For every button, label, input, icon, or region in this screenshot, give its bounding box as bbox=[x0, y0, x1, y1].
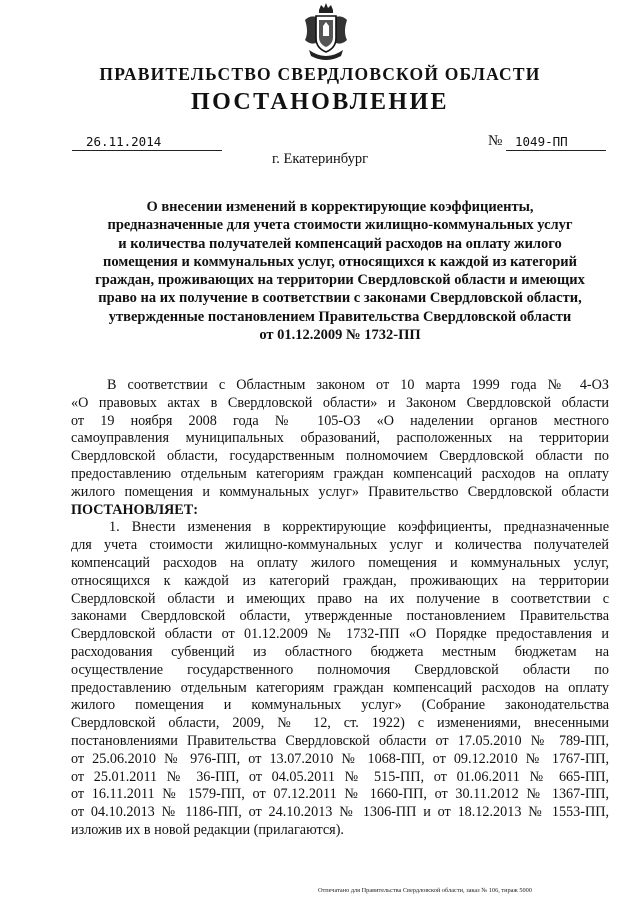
item-line: предоставлению отдельным категориям граждан компенсаций расходов на оплату bbox=[71, 679, 609, 696]
title-line: от 01.12.2009 № 1732-ПП bbox=[259, 327, 421, 344]
organization-name: ПРАВИТЕЛЬСТВО СВЕРДЛОВСКОЙ ОБЛАСТИ bbox=[99, 64, 541, 84]
document-body bbox=[71, 377, 609, 840]
item-line: постановлениями Правительства Свердловской области от 17.05.2010 № 789-ПП, bbox=[71, 732, 609, 749]
item-line: расходования субвенций из областного бюджета местным бюджетам на bbox=[71, 643, 609, 660]
print-footer: Отпечатано для Правительства Свердловской области, заказ № 106, тираж 5000 bbox=[318, 887, 532, 894]
title-line: О внесении изменений в корректирующие коэффициенты, bbox=[146, 199, 534, 215]
preamble-line: В соответствии с Областным законом от 10 марта 1999 года № 4-ОЗ bbox=[107, 377, 609, 393]
title-line: право на их получение в соответствии с законами Свердловской области, bbox=[98, 290, 582, 307]
document-title bbox=[70, 198, 610, 344]
item-line: для учета стоимости жилищно-коммунальных услуг и количества получателей bbox=[71, 537, 609, 554]
preamble-line: самоуправления муниципальных образований, расположенных на территории bbox=[71, 430, 609, 447]
document-number: 1049-ПП bbox=[515, 134, 568, 149]
item-line: относящихся к каждой из категорий граждан, проживающих на территории bbox=[71, 572, 609, 589]
city: г. Екатеринбург bbox=[271, 151, 369, 167]
item-line: от 16.11.2011 № 1579-ПП, от 07.12.2011 № 1660-ПП, от 30.11.2012 № 1367-ПП, bbox=[71, 786, 609, 803]
item-line: изложив их в новой редакции (прилагаются). bbox=[71, 821, 344, 838]
title-line: помещения и коммунальных услуг, относящихся к каждой из категорий bbox=[103, 253, 577, 270]
preamble-line: Свердловской области, государственным полномочием Свердловской области по bbox=[71, 448, 609, 465]
item-line: законами Свердловской области, утвержденные постановлением Правительства bbox=[71, 608, 609, 625]
preamble-line: от 19 ноября 2008 года № 105-ОЗ «О наделении органов местного bbox=[71, 412, 609, 429]
item-line: от 25.06.2010 № 976-ПП, от 13.07.2010 № 1068-ПП, от 09.12.2010 № 1767-ПП, bbox=[71, 750, 609, 767]
document-date: 26.11.2014 bbox=[86, 134, 162, 149]
preamble-line: предоставлению отдельным категориям граждан компенсаций расходов на оплату bbox=[71, 465, 609, 482]
title-line: граждан, проживающих на территории Свердловской области и имеющих bbox=[95, 272, 585, 289]
coat-of-arms-icon bbox=[301, 2, 351, 64]
item-line: Свердловской области, 2009, № 12, ст. 1922) с изменениями, внесенными bbox=[71, 715, 609, 732]
title-line: предназначенные для учета стоимости жилищно-коммунальных услуг bbox=[107, 217, 573, 234]
item-line: осуществление государственного полномочия Свердловской области по bbox=[71, 661, 609, 678]
item-line: от 04.10.2013 № 1186-ПП, от 24.10.2013 № 1306-ПП и от 18.12.2013 № 1553-ПП, bbox=[71, 804, 609, 821]
preamble-line: жилого помещения и коммунальных услуг» Правительство Свердловской области bbox=[71, 483, 609, 500]
item-line: от 25.01.2011 № 36-ПП, от 04.05.2011 № 515-ПП, от 01.06.2011 № 665-ПП, bbox=[71, 768, 609, 785]
item-line: жилого помещения и коммунальных услуг» (Собрание законодательства bbox=[71, 697, 609, 714]
item-line: Свердловской области и имеющих право на их получение в соответствии с bbox=[71, 590, 609, 607]
document-type: ПОСТАНОВЛЕНИЕ bbox=[191, 89, 449, 115]
number-sign: № bbox=[488, 133, 503, 149]
decree-word: ПОСТАНОВЛЯЕТ: bbox=[71, 501, 198, 518]
item-line: 1. Внести изменения в корректирующие коэффициенты, предназначенные bbox=[109, 519, 609, 536]
title-line: и количества получателей компенсаций расходов на оплату жилого bbox=[118, 235, 562, 252]
item-line: компенсаций расходов на оплату жилого помещения и коммунальных услуг, bbox=[71, 554, 609, 571]
item-line: Свердловской области от 01.12.2009 № 1732-ПП «О Порядке предоставления и bbox=[71, 626, 609, 643]
preamble-line: «О правовых актах в Свердловской области» и Законом Свердловской области bbox=[71, 394, 609, 411]
title-line: утвержденные постановлением Правительства Свердловской области bbox=[108, 308, 572, 325]
